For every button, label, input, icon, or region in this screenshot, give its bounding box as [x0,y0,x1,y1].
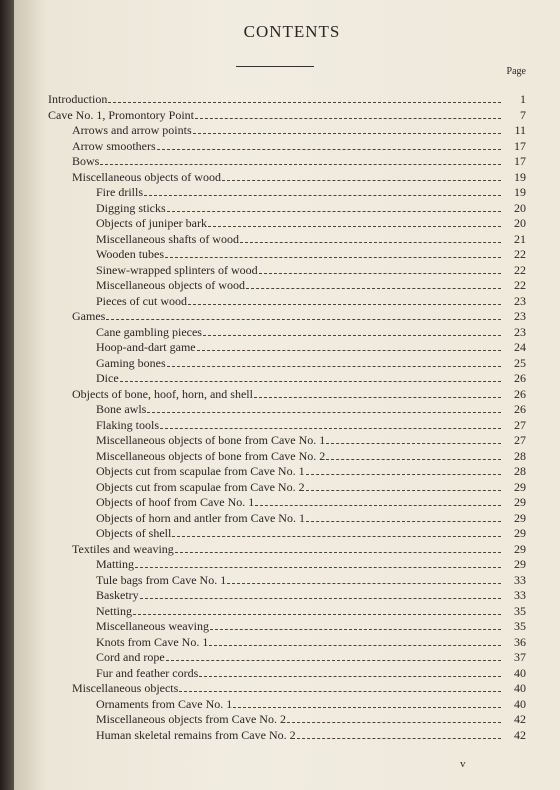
toc-entry [96,340,526,355]
dot-leader [222,179,501,181]
toc-entry [96,650,526,665]
toc-entry-label: Matting [96,557,134,571]
toc-entry-label: Digging sticks [96,200,166,215]
toc-entry [96,278,526,293]
toc-entry [96,557,526,572]
toc-entry-label: Miscellaneous objects of bone from Cave No. 1 [96,433,326,447]
toc-entry-page: 19 [514,169,526,184]
toc-entry [96,232,526,247]
toc-entry-label: Objects of horn and antler from Cave No. 1 [96,510,305,525]
toc-entry-label: Wooden tubes [96,247,165,261]
toc-entry [72,309,526,324]
toc-entry-page: 42 [514,727,526,742]
dot-leader [144,194,501,196]
toc-entry [96,619,526,634]
dot-leader [297,737,501,739]
toc-entry [72,387,526,402]
dot-leader [193,132,501,134]
toc-entry-page: 40 [514,681,526,695]
dot-leader [254,396,501,398]
dot-leader [306,473,501,475]
toc-entry [96,325,526,340]
toc-entry [72,123,526,138]
toc-entry-label: Pieces of cut wood [96,293,187,308]
toc-entry-label: Miscellaneous objects [72,681,179,695]
dot-leader [167,365,501,367]
dot-leader [188,303,501,305]
toc-entry-page: 23 [514,324,526,339]
toc-entry-page: 35 [514,619,526,633]
toc-entry-label: Miscellaneous shafts of wood [96,231,239,246]
toc-entry-page: 29 [514,557,526,571]
toc-entry-page: 20 [514,216,526,230]
toc-entry-label: Objects of juniper bark [96,216,207,230]
toc-entry [72,542,526,557]
toc-entry-page: 26 [514,386,526,401]
toc-entry [72,139,526,154]
toc-entry-page: 23 [514,309,526,323]
toc-entry-label: Gaming bones [96,355,166,370]
dot-leader [227,582,501,584]
dot-leader [259,272,501,274]
toc-entry-page: 28 [514,464,526,478]
toc-entry [96,418,526,433]
toc-entry-page: 36 [514,634,526,649]
toc-entry-page: 40 [514,696,526,711]
dot-leader [203,334,501,336]
toc-entry-page: 26 [514,371,526,385]
page-column-header: Page [506,66,526,77]
toc-entry [96,495,526,510]
dot-leader [147,411,501,413]
toc-entry-label: Objects cut from scapulae from Cave No. 2 [96,479,305,494]
toc-entry-page: 22 [514,262,526,277]
toc-entry-label: Objects cut from scapulae from Cave No. 1 [96,464,305,478]
toc-entry-label: Hoop-and-dart game [96,340,196,354]
toc-entry-label: Fur and feather cords [96,665,199,680]
toc-entry-label: Cane gambling pieces [96,324,202,339]
dot-leader [195,117,501,119]
toc-entry-page: 33 [514,588,526,602]
dot-leader [208,225,501,227]
toc-entry-label: Cave No. 1, Promontory Point [48,107,194,122]
toc-entry-page: 20 [514,200,526,215]
toc-entry-page: 29 [514,495,526,509]
toc-entry [96,402,526,417]
toc-entry [96,294,526,309]
title-rule [236,66,314,67]
toc-entry-label: Cord and rope [96,650,165,664]
toc-entry [96,216,526,231]
dot-leader [199,675,501,677]
toc-entry-label: Tule bags from Cave No. 1 [96,572,227,587]
toc-entry [96,433,526,448]
toc-entry-label: Bone awls [96,402,147,416]
toc-entry-label: Games [72,309,106,323]
toc-entry-label: Human skeletal remains from Cave No. 2 [96,727,296,742]
toc-entry-page: 29 [514,526,526,540]
toc-entry-page: 40 [514,665,526,680]
toc-entry [96,666,526,681]
toc-entry-page: 26 [514,402,526,416]
toc-entry-page: 42 [514,712,526,726]
toc-entry-label: Sinew-wrapped splinters of wood [96,262,258,277]
toc-entry [96,356,526,371]
toc-entry-label: Ornaments from Cave No. 1 [96,696,233,711]
toc-entry-page: 1 [520,92,526,106]
toc-entry-label: Miscellaneous objects of bone from Cave No. 2 [96,448,326,463]
toc-entry [96,588,526,603]
dot-leader [175,551,501,553]
toc-entry-page: 37 [514,650,526,664]
dot-leader [306,489,501,491]
toc-entry-page: 17 [514,138,526,153]
toc-entry [72,681,526,696]
toc-entry-page: 28 [514,448,526,463]
toc-entry-label: Miscellaneous objects of wood [96,278,245,292]
toc-entry-label: Dice [96,371,119,385]
book-page [14,0,560,790]
toc-entry [72,154,526,169]
dot-leader [140,597,501,599]
dot-leader [326,442,501,444]
toc-entry [96,526,526,541]
dot-leader [108,101,501,103]
dot-leader [160,427,501,429]
toc-entry [96,728,526,743]
dot-leader [179,690,501,692]
dot-leader [326,458,501,460]
dot-leader [246,287,501,289]
dot-leader [106,318,501,320]
book-spine-shadow [0,0,14,790]
toc-entry-label: Bows [72,154,100,168]
toc-entry [96,263,526,278]
toc-entry-label: Miscellaneous weaving [96,619,209,633]
toc-entry-page: 25 [514,355,526,370]
toc-entry-page: 21 [514,231,526,246]
toc-entry [48,108,526,123]
dot-leader [287,721,501,723]
toc-entry [96,697,526,712]
dot-leader [172,535,501,537]
toc-entry [96,480,526,495]
toc-entry-page: 17 [514,154,526,168]
dot-leader [120,380,501,382]
toc-entry-label: Textiles and weaving [72,541,174,556]
dot-leader [306,520,501,522]
toc-entry [96,201,526,216]
toc-entry [48,92,526,107]
toc-entry-page: 7 [520,107,526,122]
toc-entry-page: 22 [514,247,526,261]
toc-entry-label: Objects of shell [96,526,172,540]
toc-entry-page: 27 [514,433,526,447]
toc-entry-label: Objects of hoof from Cave No. 1 [96,495,255,509]
toc-entry-label: Miscellaneous objects of wood [72,169,221,184]
toc-entry-label: Arrows and arrow points [72,123,192,137]
toc-entry-page: 29 [514,541,526,556]
toc-entry-page: 24 [514,340,526,354]
toc-entry-page: 19 [514,185,526,199]
page-number-footer: v [460,758,466,770]
dot-leader [133,613,501,615]
toc-entry-label: Fire drills [96,185,143,199]
toc-entry [96,573,526,588]
toc-entry [72,170,526,185]
toc-entry-page: 22 [514,278,526,292]
dot-leader [233,706,501,708]
toc-entry-page: 23 [514,293,526,308]
dot-leader [167,210,501,212]
dot-leader [166,659,501,661]
toc-entry-label: Flaking tools [96,417,160,432]
toc-entry [96,464,526,479]
dot-leader [165,256,501,258]
dot-leader [197,349,501,351]
toc-entry-page: 11 [514,123,526,137]
toc-entry [96,604,526,619]
dot-leader [135,566,501,568]
toc-entry-label: Miscellaneous objects from Cave No. 2 [96,712,286,726]
toc-entry [96,712,526,727]
toc-entry-label: Arrow smoothers [72,138,156,153]
toc-entry [96,511,526,526]
toc-entry-label: Basketry [96,588,139,602]
toc-entry [96,185,526,200]
dot-leader [209,644,501,646]
toc-entry-label: Knots from Cave No. 1 [96,634,209,649]
toc-entry [96,371,526,386]
toc-entry-label: Introduction [48,92,108,106]
toc-entry-label: Netting [96,603,132,618]
toc-entry [96,635,526,650]
dot-leader [100,163,501,165]
dot-leader [255,504,501,506]
dot-leader [240,241,501,243]
dot-leader [157,148,501,150]
page-title: CONTENTS [243,22,341,41]
toc-entry-page: 29 [514,479,526,494]
toc-entry-page: 29 [514,510,526,525]
toc-entry [96,247,526,262]
toc-entry-page: 33 [514,572,526,587]
toc-entry-label: Objects of bone, hoof, horn, and shell [72,386,253,401]
toc-entry-page: 27 [514,417,526,432]
dot-leader [210,628,501,630]
toc-entry-page: 35 [514,603,526,618]
toc-entry [96,449,526,464]
